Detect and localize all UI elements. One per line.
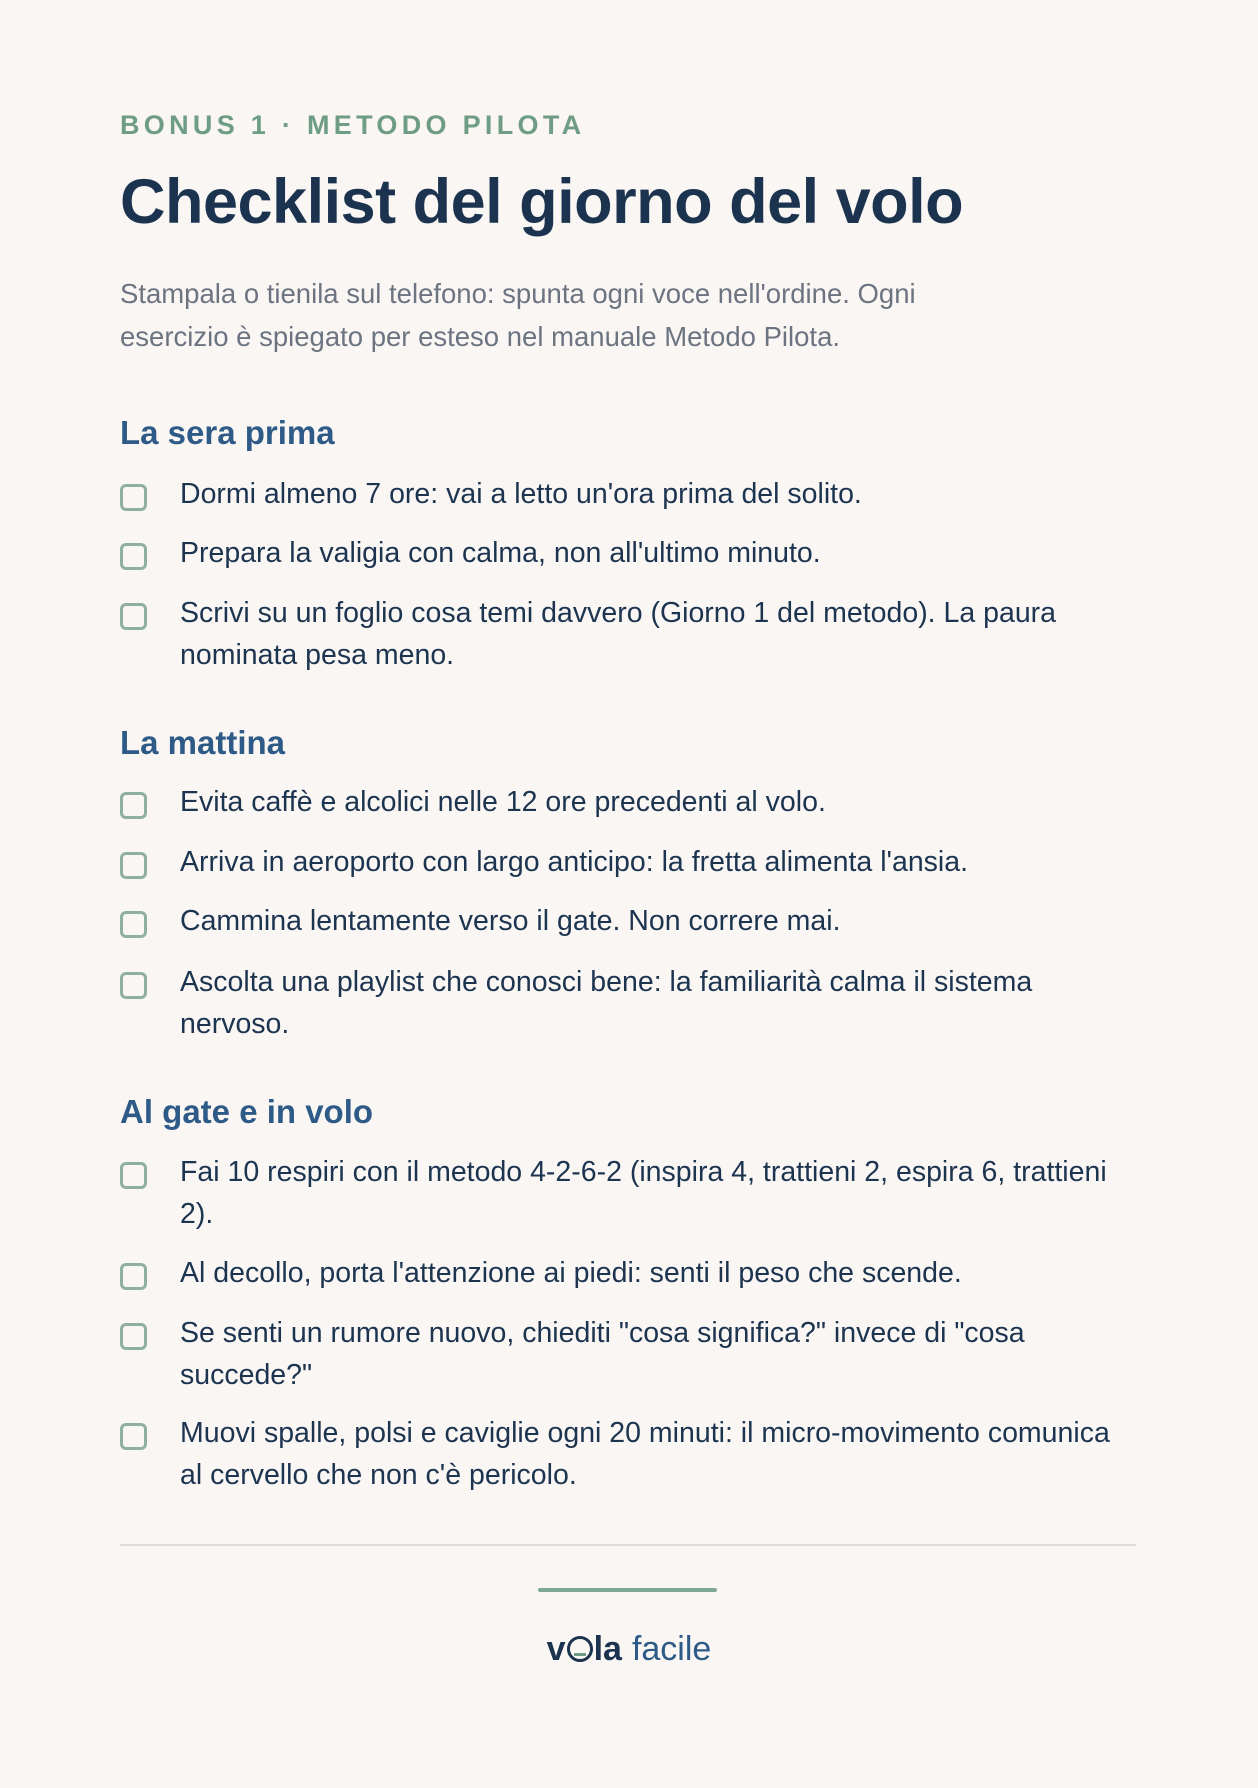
footer-accent-line: [538, 1588, 717, 1592]
checkbox[interactable]: [120, 543, 147, 570]
checklist-item-text: Cammina lentamente verso il gate. Non correre mai.: [180, 905, 841, 937]
checklist-item-text: Evita caffè e alcolici nelle 12 ore precedenti al volo.: [180, 786, 826, 818]
checkbox[interactable]: [120, 1423, 147, 1450]
checklist-item-text: Al decollo, porta l'attenzione ai piedi: senti il peso che scende.: [180, 1257, 962, 1289]
checklist-item-text: Fai 10 respiri con il metodo 4-2-6-2 (inspira 4, trattieni 2, espira 6, trattieni 2).: [180, 1156, 1107, 1230]
checklist-item-text: Ascolta una playlist che conosci bene: la familiarità calma il sistema nervoso.: [180, 966, 1033, 1040]
eyebrow-label: BONUS 1 · METODO PILOTA: [120, 110, 586, 140]
checkbox[interactable]: [120, 972, 147, 999]
checklist-item-text: Prepara la valigia con calma, non all'ultimo minuto.: [180, 537, 821, 569]
checkbox[interactable]: [120, 1263, 147, 1290]
logo-word-facile: facile: [631, 1630, 712, 1668]
checklist-item-text: Dormi almeno 7 ore: vai a letto un'ora prima del solito.: [180, 478, 862, 510]
checklist-item-text: Muovi spalle, polsi e caviglie ogni 20 minuti: il micro-movimento comunica al cervello che non c'è pericolo.: [180, 1417, 1110, 1491]
checkbox[interactable]: [120, 1323, 147, 1350]
checklist-item-text: Se senti un rumore nuovo, chiediti "cosa significa?" invece di "cosa succede?": [180, 1317, 1025, 1391]
logo-la: la: [593, 1630, 622, 1668]
logo-v: v: [546, 1630, 566, 1668]
section-title-mattina: La mattina: [120, 724, 286, 761]
checkbox[interactable]: [120, 911, 147, 938]
checkbox[interactable]: [120, 852, 147, 879]
logo-word-vola: [547, 1630, 622, 1668]
checkbox[interactable]: [120, 484, 147, 511]
intro-paragraph: Stampala o tienila sul telefono: spunta ogni voce nell'ordine. Ogni esercizio è spiegato per esteso nel manuale Metodo Pilota.: [120, 278, 916, 352]
vola-facile-logo: [0, 1630, 1258, 1669]
section-title-gate-volo: Al gate e in volo: [120, 1093, 374, 1130]
checkbox[interactable]: [120, 1162, 147, 1189]
logo-o-icon: [567, 1636, 593, 1662]
footer-divider: [120, 1544, 1136, 1546]
page-title: Checklist del giorno del volo: [120, 167, 964, 237]
checklist-item-text: Scrivi su un foglio cosa temi davvero (Giorno 1 del metodo). La paura nominata pesa meno.: [180, 597, 1057, 671]
section-title-sera-prima: La sera prima: [120, 414, 335, 451]
checkbox[interactable]: [120, 603, 147, 630]
checkbox[interactable]: [120, 792, 147, 819]
checklist-item-text: Arriva in aeroporto con largo anticipo: la fretta alimenta l'ansia.: [180, 846, 969, 878]
